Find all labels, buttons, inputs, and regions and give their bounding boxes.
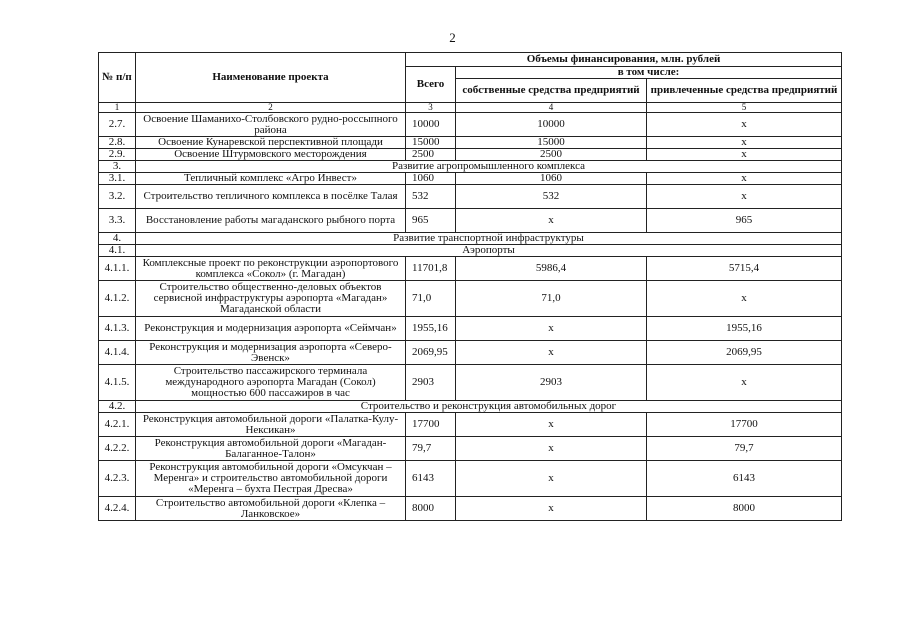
attracted-funds-value: х (647, 173, 842, 185)
section-row (99, 401, 842, 413)
project-name: Строительство тепличного комплекса в посёлке Талая (136, 185, 406, 209)
attracted-funds-value: х (647, 185, 842, 209)
header-total: Всего (406, 67, 456, 103)
total-value: 1060 (406, 173, 456, 185)
total-value: 2500 (406, 149, 456, 161)
table-row (99, 461, 842, 497)
row-number: 4.1.2. (99, 281, 136, 317)
own-funds-value: 1060 (456, 173, 647, 185)
own-funds-value: х (456, 341, 647, 365)
project-name: Реконструкция автомобильной дороги «Палатка-Кулу-Нексикан» (136, 413, 406, 437)
row-number: 4.1. (99, 245, 136, 257)
table-row (99, 281, 842, 317)
header-num: № п/п (99, 53, 136, 103)
header-own: собственные средства предприятий (456, 79, 647, 103)
total-value: 532 (406, 185, 456, 209)
row-number: 4.2.3. (99, 461, 136, 497)
own-funds-value: х (456, 209, 647, 233)
table-row (99, 137, 842, 149)
attracted-funds-value: х (647, 365, 842, 401)
row-number: 2.8. (99, 137, 136, 149)
row-number: 3.2. (99, 185, 136, 209)
own-funds-value: 532 (456, 185, 647, 209)
section-title: Развитие агропромышленного комплекса (136, 161, 842, 173)
table-row (99, 413, 842, 437)
attracted-funds-value: х (647, 113, 842, 137)
column-index-row (99, 103, 842, 113)
total-value: 1955,16 (406, 317, 456, 341)
project-name: Освоение Шаманихо-Столбовского рудно-россыпного района (136, 113, 406, 137)
table-row (99, 341, 842, 365)
index-cell: 5 (647, 103, 842, 113)
own-funds-value: 2903 (456, 365, 647, 401)
attracted-funds-value: х (647, 137, 842, 149)
attracted-funds-value: 8000 (647, 497, 842, 521)
table-row (99, 149, 842, 161)
section-row (99, 161, 842, 173)
index-cell: 1 (99, 103, 136, 113)
table-row (99, 113, 842, 137)
row-number: 3.3. (99, 209, 136, 233)
total-value: 2903 (406, 365, 456, 401)
attracted-funds-value: 965 (647, 209, 842, 233)
total-value: 10000 (406, 113, 456, 137)
row-number: 2.9. (99, 149, 136, 161)
attracted-funds-value: 2069,95 (647, 341, 842, 365)
attracted-funds-value: х (647, 281, 842, 317)
header-attracted: привлеченные средства предприятий (647, 79, 842, 103)
project-name: Реконструкция и модернизация аэропорта «Сеймчан» (136, 317, 406, 341)
total-value: 965 (406, 209, 456, 233)
own-funds-value: х (456, 497, 647, 521)
project-name: Строительство общественно-деловых объектов сервисной инфраструктуры аэропорта «Магадан» Магаданской области (136, 281, 406, 317)
section-title: Развитие транспортной инфраструктуры (136, 233, 842, 245)
table-row (99, 365, 842, 401)
header-including: в том числе: (456, 67, 842, 79)
project-name: Восстановление работы магаданского рыбного порта (136, 209, 406, 233)
index-cell: 2 (136, 103, 406, 113)
row-number: 4.1.5. (99, 365, 136, 401)
table-row (99, 185, 842, 209)
index-cell: 3 (406, 103, 456, 113)
row-number: 2.7. (99, 113, 136, 137)
header-funding: Объемы финансирования, млн. рублей (406, 53, 842, 67)
financing-table (98, 52, 842, 521)
index-cell: 4 (456, 103, 647, 113)
total-value: 71,0 (406, 281, 456, 317)
own-funds-value: х (456, 437, 647, 461)
project-name: Реконструкция автомобильной дороги «Магадан-Балаганное-Талон» (136, 437, 406, 461)
attracted-funds-value: 17700 (647, 413, 842, 437)
attracted-funds-value: 79,7 (647, 437, 842, 461)
project-name: Тепличный комплекс «Агро Инвест» (136, 173, 406, 185)
section-row (99, 233, 842, 245)
attracted-funds-value: х (647, 149, 842, 161)
table-row (99, 317, 842, 341)
total-value: 17700 (406, 413, 456, 437)
section-title: Строительство и реконструкция автомобильных дорог (136, 401, 842, 413)
attracted-funds-value: 5715,4 (647, 257, 842, 281)
header-name: Наименование проекта (136, 53, 406, 103)
row-number: 4. (99, 233, 136, 245)
own-funds-value: 10000 (456, 113, 647, 137)
attracted-funds-value: 1955,16 (647, 317, 842, 341)
table-row (99, 209, 842, 233)
row-number: 3.1. (99, 173, 136, 185)
section-row (99, 245, 842, 257)
own-funds-value: х (456, 461, 647, 497)
own-funds-value: х (456, 413, 647, 437)
table-row (99, 437, 842, 461)
project-name: Комплексные проект по реконструкции аэропортового комплекса «Сокол» (г. Магадан) (136, 257, 406, 281)
total-value: 8000 (406, 497, 456, 521)
project-name: Освоение Штурмовского месторождения (136, 149, 406, 161)
row-number: 4.1.3. (99, 317, 136, 341)
project-name: Освоение Кунаревской перспективной площади (136, 137, 406, 149)
section-title: Аэропорты (136, 245, 842, 257)
table-row (99, 173, 842, 185)
own-funds-value: 15000 (456, 137, 647, 149)
project-name: Строительство пассажирского терминала международного аэропорта Магадан (Сокол) мощностью 600 пассажиров в час (136, 365, 406, 401)
row-number: 4.1.1. (99, 257, 136, 281)
page-number: 2 (449, 30, 456, 45)
row-number: 4.1.4. (99, 341, 136, 365)
row-number: 4.2.1. (99, 413, 136, 437)
total-value: 11701,8 (406, 257, 456, 281)
own-funds-value: 71,0 (456, 281, 647, 317)
own-funds-value: 2500 (456, 149, 647, 161)
table-body (99, 113, 842, 521)
table-row (99, 497, 842, 521)
total-value: 79,7 (406, 437, 456, 461)
table-row (99, 257, 842, 281)
project-name: Реконструкция автомобильной дороги «Омсукчан – Меренга» и строительство автомобильной дороги «Меренга – бухта Пестрая Дресва» (136, 461, 406, 497)
own-funds-value: х (456, 317, 647, 341)
total-value: 2069,95 (406, 341, 456, 365)
own-funds-value: 5986,4 (456, 257, 647, 281)
project-name: Реконструкция и модернизация аэропорта «Северо-Эвенск» (136, 341, 406, 365)
total-value: 6143 (406, 461, 456, 497)
project-name: Строительство автомобильной дороги «Клепка – Ланковское» (136, 497, 406, 521)
row-number: 4.2.4. (99, 497, 136, 521)
row-number: 3. (99, 161, 136, 173)
total-value: 15000 (406, 137, 456, 149)
row-number: 4.2.2. (99, 437, 136, 461)
row-number: 4.2. (99, 401, 136, 413)
attracted-funds-value: 6143 (647, 461, 842, 497)
